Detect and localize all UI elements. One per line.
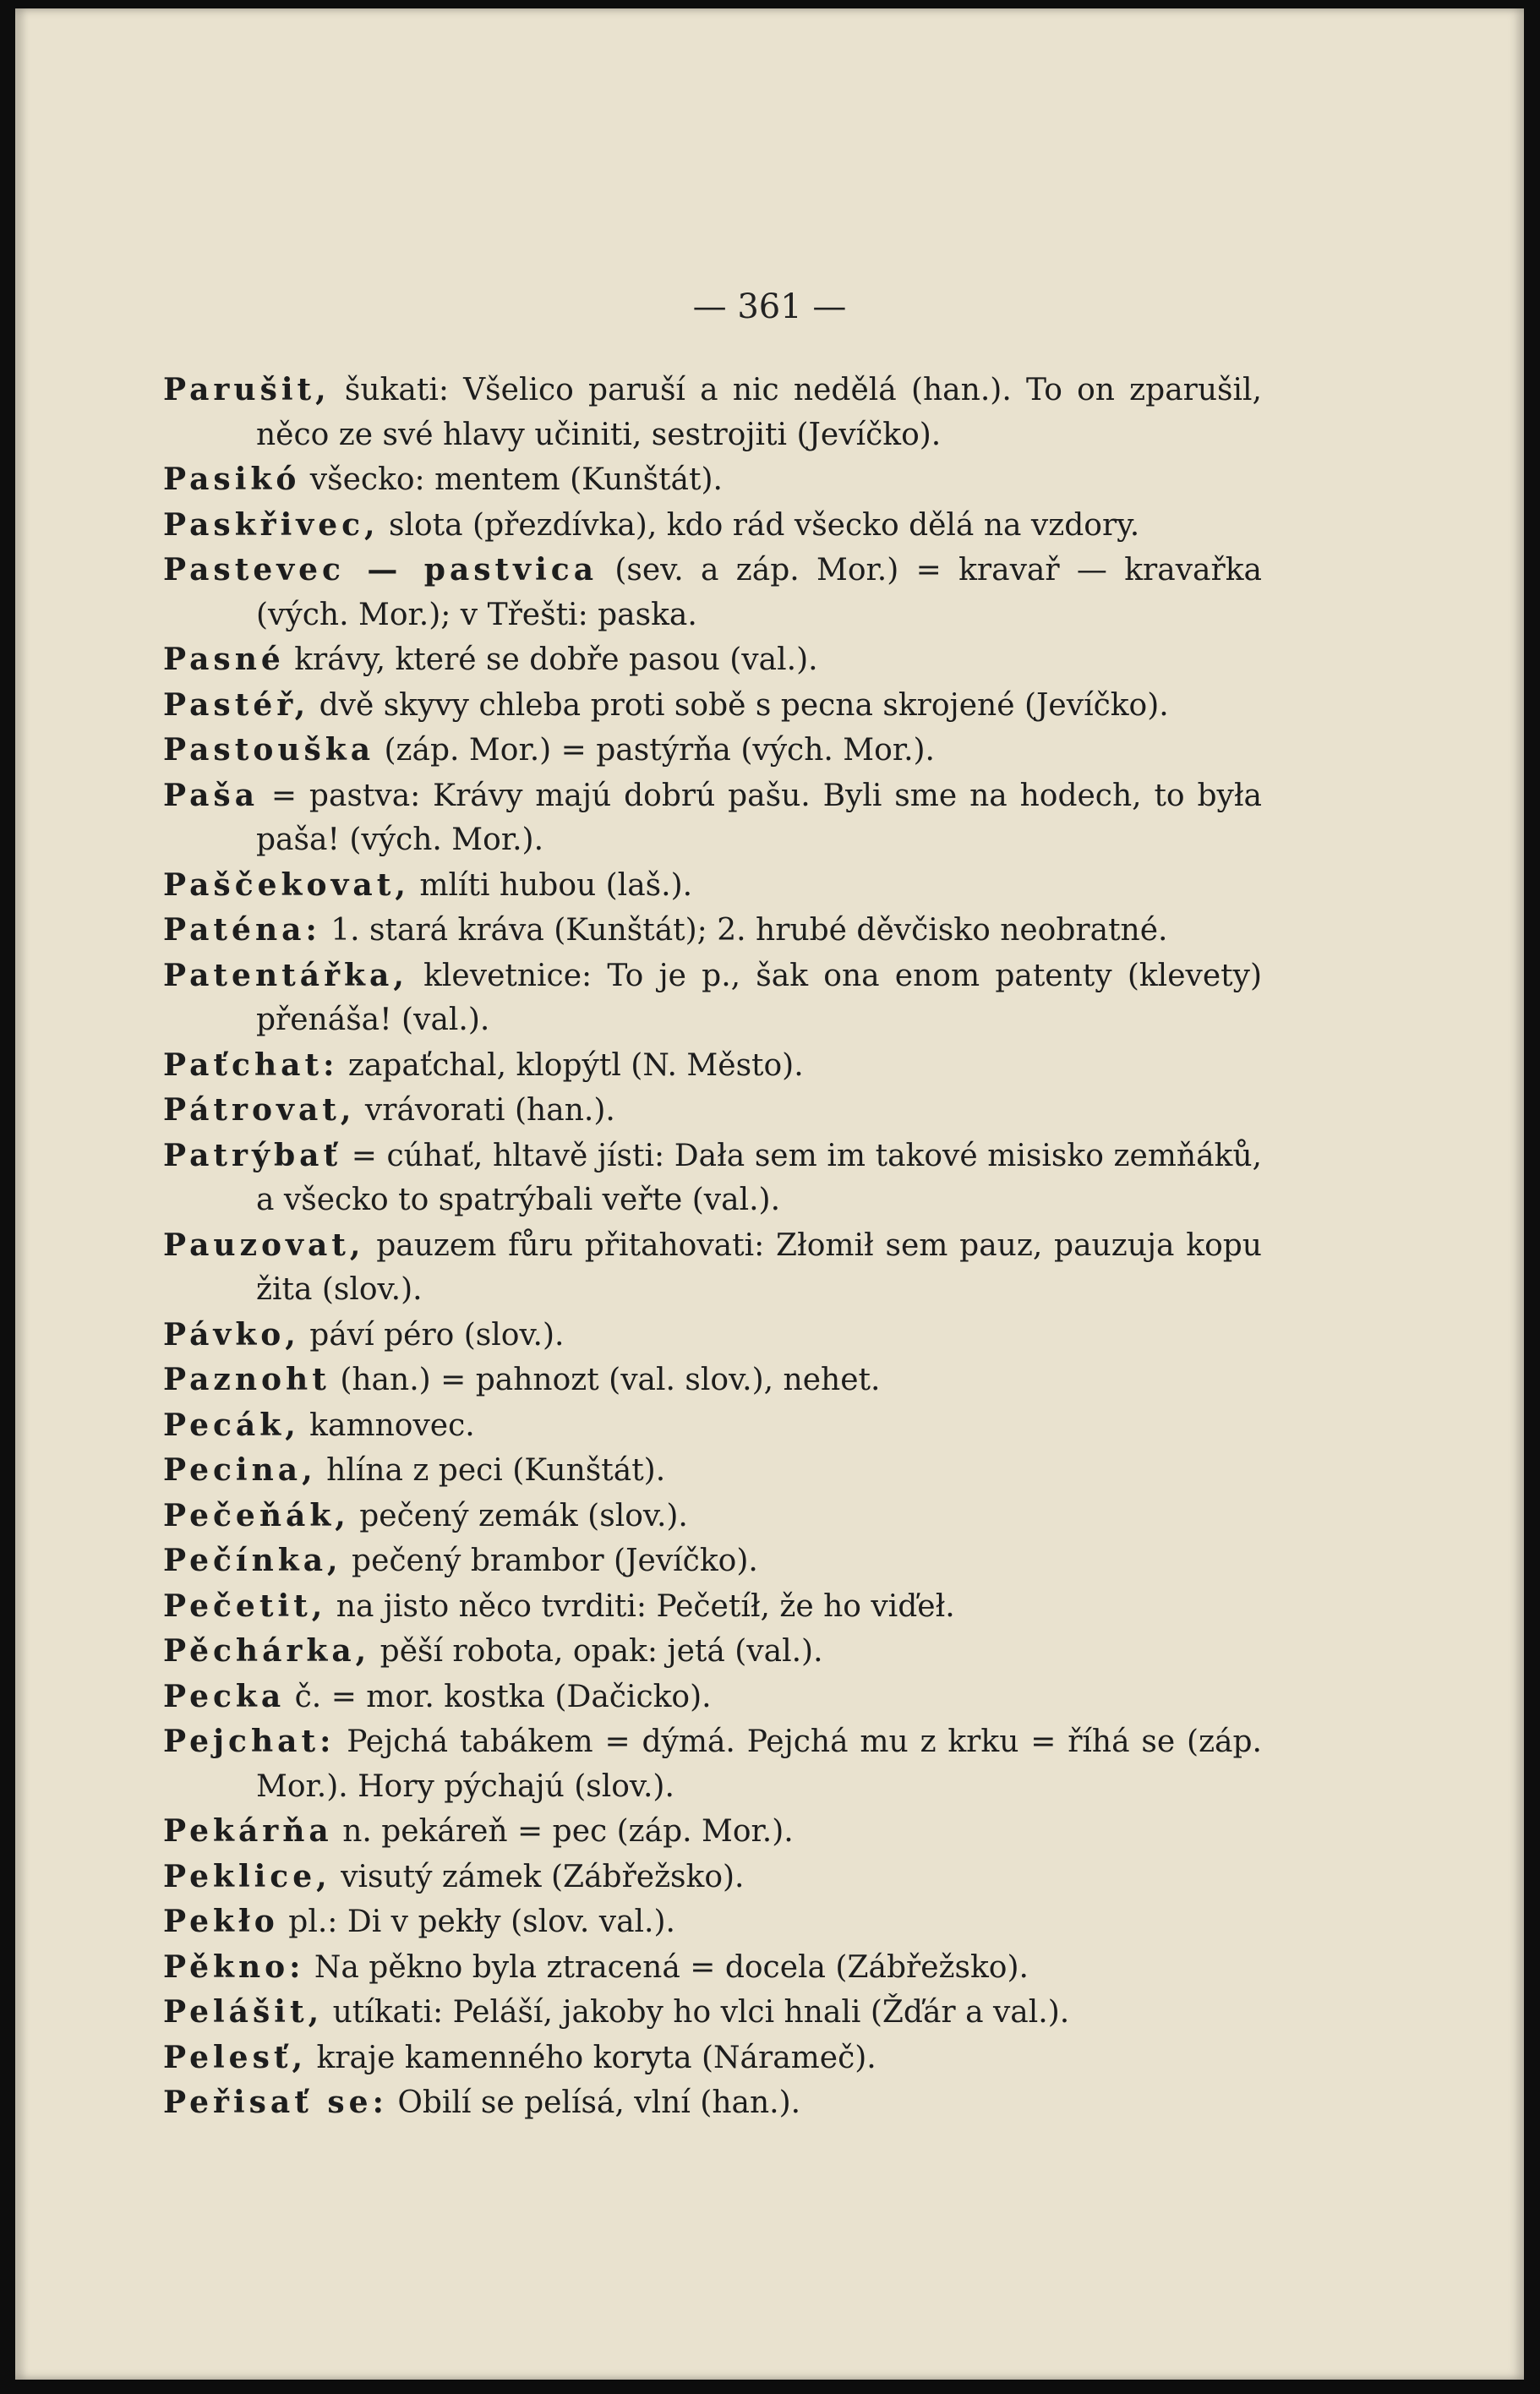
dictionary-entry [163, 773, 1262, 863]
dictionary-entry [163, 2080, 1262, 2126]
entry-headword: Pecina, [163, 1452, 317, 1488]
entry-definition: všecko: mentem (Kunštát). [300, 462, 723, 497]
dictionary-entry [163, 908, 1262, 954]
entry-headword: Pastouška [163, 732, 375, 768]
entry-headword: Pěchárka, [163, 1633, 371, 1669]
entry-definition: (záp. Mor.) = pastýrňa (vých. Mor.). [374, 733, 936, 768]
dictionary-entry [163, 1494, 1262, 1539]
dictionary-entry [163, 1990, 1262, 2036]
dictionary-entry [163, 1584, 1262, 1630]
entry-definition: = cúhať, hltavě jísti: Dała sem im takové misisko zemňáků, a všecko to spatrýbali veřte (val.). [256, 1138, 1262, 1217]
entry-headword: Parušit, [163, 372, 330, 407]
dictionary-entry [163, 1945, 1262, 1991]
entry-headword: Patrýbať [163, 1137, 342, 1173]
entry-definition: kraje kamenného koryta (Náramеč). [307, 2040, 876, 2075]
entry-definition: dvě skyvy chleba proti sobě s pecna skrojené (Jevíčko). [309, 687, 1169, 723]
entry-definition: č. = mor. kostka (Dačicko). [285, 1679, 712, 1714]
entry-definition: vrávorati (han.). [355, 1093, 615, 1128]
entry-headword: Pečeňák, [163, 1497, 350, 1533]
entry-definition: mlíti hubou (laš.). [409, 867, 693, 903]
dictionary-entry [163, 368, 1262, 457]
dictionary-entry [163, 863, 1262, 909]
entry-definition: Pejchá tabákem = dýmá. Pejchá mu z krku = říhá se (záp. Mor.). Hory pýchajú (slov.). [256, 1724, 1262, 1804]
entry-headword: Pejchat: [163, 1724, 336, 1759]
dictionary-entry [163, 954, 1262, 1043]
entry-headword: Paťchat: [163, 1047, 339, 1083]
dictionary-entry [163, 1088, 1262, 1134]
entry-definition: klevetnice: To je p., šak ona enom patenty (klevety) přenáša! (val.). [256, 958, 1262, 1037]
entry-headword: Paznoht [163, 1362, 330, 1397]
dictionary-entries [163, 368, 1262, 2126]
entry-definition: n. pekáreň = pec (záp. Mor.). [332, 1814, 794, 1849]
entry-headword: Peřisať se: [163, 2085, 388, 2120]
entry-definition: visutý zámek (Zábřežsko). [330, 1859, 745, 1894]
dictionary-entry [163, 1403, 1262, 1449]
dictionary-entry [163, 728, 1262, 773]
entry-headword: Patentářka, [163, 957, 408, 993]
entry-definition: pauzem fůru přitahovati: Złomił sem pauz, pauzuja kopu žita (slov.). [256, 1227, 1262, 1307]
entry-headword: Pekárňa [163, 1813, 333, 1849]
entry-definition: pečený zemák (slov.). [349, 1498, 688, 1533]
entry-headword: Peklice, [163, 1858, 331, 1894]
dictionary-entry [163, 457, 1262, 503]
entry-headword: Pelášit, [163, 1994, 324, 2030]
entry-headword: Pastevec — pastvica [163, 552, 598, 588]
dictionary-entry [163, 1448, 1262, 1494]
dictionary-entry [163, 1043, 1262, 1089]
dictionary-entry [163, 2036, 1262, 2081]
entry-headword: Pauzovat, [163, 1227, 365, 1263]
entry-definition: slota (přezdívka), kdo rád všecko dělá na vzdory. [379, 507, 1140, 543]
entry-headword: Paskřivec, [163, 506, 380, 543]
entry-headword: Pelesť, [163, 2039, 308, 2075]
dictionary-entry [163, 637, 1262, 683]
entry-headword: Pasné [163, 642, 285, 677]
dictionary-entry [163, 1809, 1262, 1855]
dictionary-entry [163, 1358, 1262, 1403]
entry-headword: Pečetit, [163, 1588, 327, 1624]
entry-definition: krávy, které se dobře pasou (val.). [284, 642, 818, 677]
entry-definition: Na pěkno byla ztracená = docela (Zábřežsko). [304, 1949, 1029, 1985]
entry-definition: (han.) = pahnozt (val. slov.), nehet. [330, 1363, 881, 1397]
dictionary-entry [163, 1719, 1262, 1809]
entry-definition: 1. stará kráva (Kunštát); 2. hrubé děvčisko neobratné. [320, 913, 1168, 948]
dictionary-entry [163, 1539, 1262, 1584]
entry-definition: pěší robota, opak: jetá (val.). [370, 1634, 823, 1669]
dictionary-entry [163, 1223, 1262, 1313]
entry-headword: Pecák, [163, 1407, 300, 1443]
dictionary-entry [163, 1675, 1262, 1720]
entry-definition: pl.: Di v pekły (slov. val.). [278, 1905, 675, 1939]
book-page [15, 8, 1524, 2380]
dictionary-entry [163, 1899, 1262, 1945]
dictionary-entry [163, 503, 1262, 549]
entry-headword: Pekło [163, 1904, 279, 1939]
entry-definition: zapaťchal, klopýtl (N. Město). [338, 1047, 804, 1083]
entry-headword: Pastéř, [163, 686, 310, 723]
entry-definition: = pastva: Krávy majú dobrú pašu. Byli sme na hodech, to była paša! (vých. Mor.). [256, 778, 1262, 857]
entry-definition: (sev. a záp. Mor.) = kravař — kravařka (vých. Mor.); v Třešti: paska. [256, 553, 1262, 632]
entry-definition: šukati: Všelico paruší a nic nedělá (han.). To on zparušil, něco ze své hlavy učiniti, sestrojiti (Jevíčko). [256, 373, 1262, 452]
dictionary-entry [163, 683, 1262, 729]
entry-definition: kamnovec. [299, 1407, 475, 1443]
entry-headword: Paténa: [163, 912, 321, 948]
dictionary-entry [163, 1313, 1262, 1358]
entry-definition: utíkati: Peláší, jakoby ho vlci hnali (Žďár a val.). [323, 1995, 1070, 2030]
dictionary-entry [163, 548, 1262, 637]
entry-definition: páví péro (slov.). [299, 1317, 565, 1353]
entry-definition: Obilí se pelísá, vlní (han.). [387, 2085, 801, 2120]
page-number: — 361 — [692, 287, 847, 326]
entry-headword: Pávko, [163, 1316, 300, 1353]
entry-definition: na jisto něco tvrditi: Pečetíł, že ho viďeł. [326, 1588, 955, 1624]
dictionary-entry [163, 1855, 1262, 1900]
dictionary-entry [163, 1134, 1262, 1223]
entry-headword: Paščekovat, [163, 866, 410, 903]
entry-headword: Pasikó [163, 462, 301, 497]
entry-definition: hlína z peci (Kunštát). [316, 1453, 666, 1488]
entry-headword: Pátrovat, [163, 1092, 356, 1128]
entry-headword: Paša [163, 777, 259, 813]
entry-definition: pečený brambor (Jevíčko). [341, 1544, 758, 1578]
entry-headword: Pěkno: [163, 1949, 305, 1985]
dictionary-entry [163, 1629, 1262, 1675]
entry-headword: Pecka [163, 1678, 286, 1714]
entry-headword: Pečínka, [163, 1543, 342, 1578]
